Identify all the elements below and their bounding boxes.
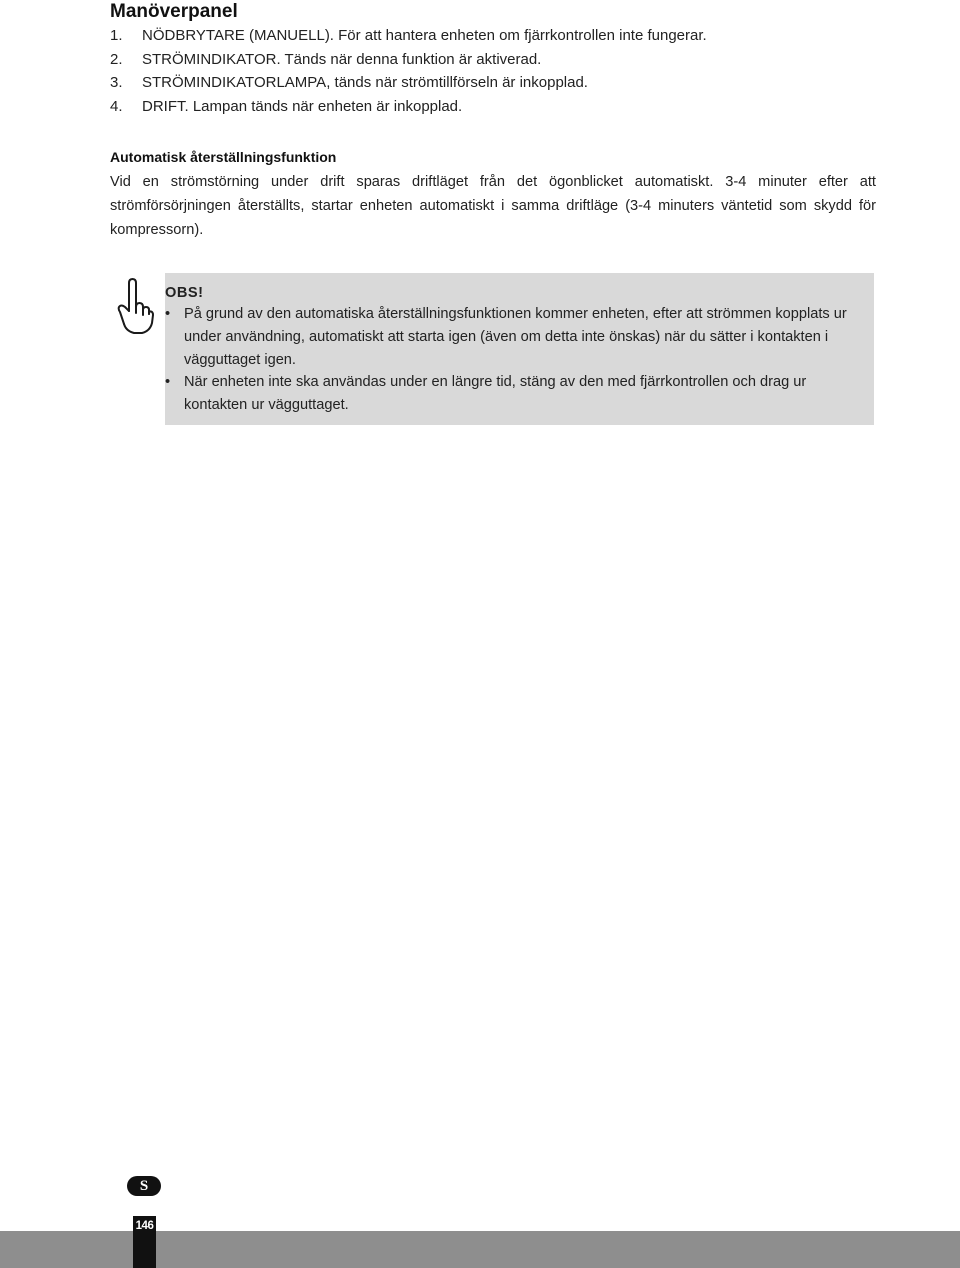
page-title: Manöverpanel (110, 1, 238, 22)
list-item (110, 48, 707, 72)
page-number: 146 (133, 1216, 156, 1268)
list-item-number: 1. (110, 27, 123, 44)
note-item-text: På grund av den automatiska återställningsfunktionen kommer enheten, efter att strömmen kopplats ur under användning, automatiskt att starta igen (även om detta inte önskas) när du sätter i kontakten i vägguttaget igen. (184, 306, 847, 368)
list-item (165, 371, 865, 417)
note-list (165, 303, 865, 417)
bullet: • (165, 306, 171, 322)
list-item-text: DRIFT. Lampan tänds när enheten är inkopplad. (142, 98, 463, 116)
list-item-number: 4. (110, 98, 123, 116)
control-panel-list (110, 24, 707, 119)
list-item (165, 303, 865, 371)
list-item-number: 3. (110, 74, 123, 92)
note-box (108, 273, 874, 425)
note-icon-cell (108, 273, 163, 425)
note-title: OBS! (165, 285, 204, 301)
auto-restart-heading: Automatisk återställningsfunktion (110, 149, 337, 165)
list-item (110, 95, 707, 119)
pointing-hand-icon (114, 277, 154, 337)
list-item-text: STRÖMINDIKATORLAMPA, tänds när strömtillförseln är inkopplad. (142, 74, 588, 92)
list-item-number: 2. (110, 50, 123, 68)
bullet: • (165, 374, 171, 391)
list-item-text: STRÖMINDIKATOR. Tänds när denna funktion är aktiverad. (142, 50, 542, 68)
language-badge: S (127, 1176, 161, 1196)
list-item (110, 24, 707, 48)
list-item-text: NÖDBRYTARE (MANUELL). För att hantera enheten om fjärrkontrollen inte fungerar. (142, 27, 707, 44)
list-item (110, 71, 707, 95)
note-item-text: När enheten inte ska användas under en längre tid, stäng av den med fjärrkontrollen och drag ur kontakten ur vägguttaget. (184, 374, 807, 414)
auto-restart-body: Vid en strömstörning under drift sparas driftläget från det ögonblicket automatiskt. 3-4 minuter efter att strömförsörjningen återställts, startar enheten automatiskt i samma driftläge (3-4 minuters väntetid som skydd för kompressorn). (110, 174, 876, 239)
